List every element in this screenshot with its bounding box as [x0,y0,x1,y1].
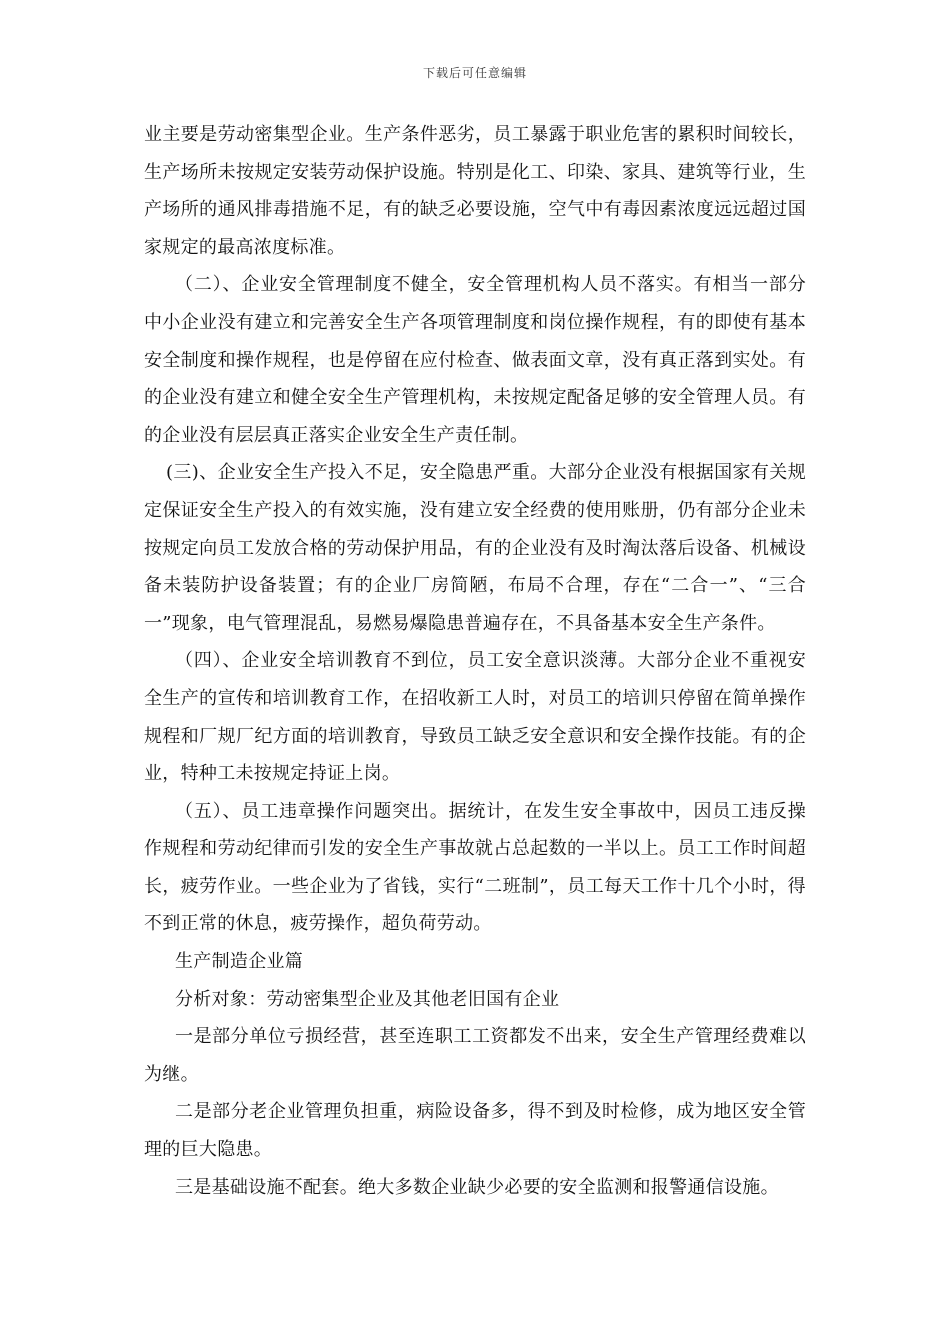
paragraph-section-2: （二）、企业安全管理制度不健全，安全管理机构人员不落实。有相当一部分中小企业没有建立和完善安全生产各项管理制度和岗位操作规程，有的即使有基本安全制度和操作规程，也是停留在应付检查、做表面文章，没有真正落到实处。有的企业没有建立和健全安全生产管理机构，未按规定配备足够的安全管理人员。有的企业没有层层真正落实企业安全生产责任制。 [144,274,806,446]
section-heading: 生产制造企业篇 [175,951,304,973]
point-two: 二是部分老企业管理负担重，病险设备多，得不到及时检修，成为地区安全管理的巨大隐患。 [144,1101,806,1161]
point-one: 一是部分单位亏损经营，甚至连职工工资都发不出来，安全生产管理经费难以为继。 [144,1026,806,1085]
paragraph-section-5: （五）、员工违章操作问题突出。据统计，在发生安全事故中，因员工违反操作规程和劳动纪律而引发的安全生产事故就占总起数的一半以上。员工工作时间超长，疲劳作业。一些企业为了省钱，实行“二班制”，员工每天工作十几个小时，得不到正常的休息，疲劳操作，超负荷劳动。 [144,800,806,935]
point-three: 三是基础设施不配套。绝大多数企业缺少必要的安全监测和报警通信设施。 [175,1176,779,1198]
paragraph-section-3: (三)、企业安全生产投入不足，安全隐患严重。大部分企业没有根据国家有关规定保证安全生产投入的有效实施，没有建立安全经费的使用账册，仍有部分企业未按规定向员工发放合格的劳动保护用品，有的企业没有及时淘汰落后设备、机械设备未装防护设备装置；有的企业厂房简陋，布局不合理，存在“二合一”、“三合一”现象，电气管理混乱，易燃易爆隐患普遍存在，不具备基本安全生产条件。 [144,462,806,634]
document-body [144,116,806,1206]
page-header: 下载后可任意编辑 [422,66,527,80]
analysis-target: 分析对象：劳动密集型企业及其他老旧国有企业 [175,988,560,1010]
paragraph-continuation: 业主要是劳动密集型企业。生产条件恶劣，员工暴露于职业危害的累积时间较长，生产场所未按规定安装劳动保护设施。特别是化工、印染、家具、建筑等行业，生产场所的通风排毒措施不足，有的缺乏必要设施，空气中有毒因素浓度远远超过国家规定的最高浓度标准。 [144,124,806,258]
paragraph-section-4: （四）、企业安全培训教育不到位，员工安全意识淡薄。大部分企业不重视安全生产的宣传和培训教育工作，在招收新工人时，对员工的培训只停留在简单操作规程和厂规厂纪方面的培训教育，导致员工缺乏安全意识和安全操作技能。有的企业，特种工未按规定持证上岗。 [144,650,806,785]
